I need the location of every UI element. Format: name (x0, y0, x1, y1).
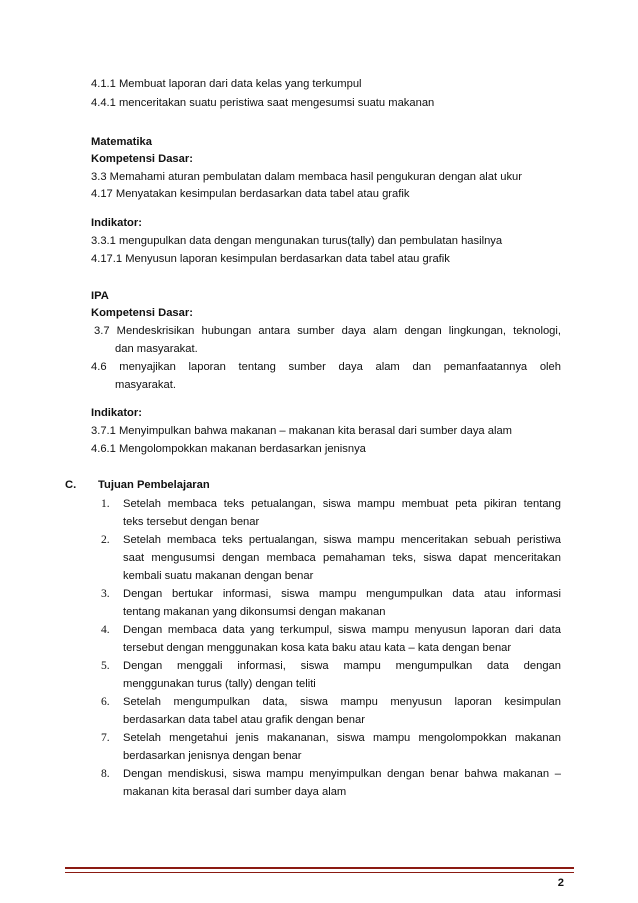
ipa-indikator-heading: Indikator: (91, 407, 142, 419)
indicator-4-1-1: 4.1.1 Membuat laporan dari data kelas yang terkumpul (91, 78, 362, 90)
page-number: 2 (557, 877, 564, 889)
tujuan-item-5-line1: Dengan menggali informasi, siswa mampu mengumpulkan data dengan (123, 660, 561, 672)
tujuan-item-5-number: 5. (101, 659, 110, 672)
tujuan-item-7-number: 7. (101, 731, 110, 744)
tujuan-item-8-line1: Dengan mendiskusi, siswa mampu menyimpulkan dengan benar bahwa makanan – (123, 768, 561, 780)
tujuan-item-4-line1: Dengan membaca data yang terkumpul, siswa mampu menyusun laporan dari data (123, 624, 561, 636)
ipa-heading: IPA (91, 290, 109, 302)
tujuan-item-2-line1: Setelah membaca teks pertualangan, siswa mampu menceritakan sebuah peristiwa (123, 534, 561, 546)
matematika-kd-3-3: 3.3 Memahami aturan pembulatan dalam membaca hasil pengukuran dengan alat ukur (91, 171, 522, 183)
tujuan-item-7-line2: berdasarkan jenisnya dengan benar (123, 750, 302, 762)
footer-rule-thin (65, 872, 574, 873)
tujuan-item-3-line2: tentang makanan yang dikonsumsi dengan makanan (123, 606, 386, 618)
matematika-indikator-heading: Indikator: (91, 217, 142, 229)
tujuan-heading: Tujuan Pembelajaran (98, 479, 210, 491)
tujuan-item-3-number: 3. (101, 587, 110, 600)
ipa-kd-3-7-line1: 3.7 Mendeskrisikan hubungan antara sumber daya alam dengan lingkungan, teknologi, (94, 325, 561, 337)
tujuan-item-7-line1: Setelah mengetahui jenis makananan, siswa mampu mengolompokkan makanan (123, 732, 561, 744)
tujuan-item-2-number: 2. (101, 533, 110, 546)
tujuan-item-2-line3: kembali suatu makanan dengan benar (123, 570, 314, 582)
tujuan-item-6-line1: Setelah mengumpulkan data, siswa mampu menyusun laporan kesimpulan (123, 696, 561, 708)
ipa-indikator-3-7-1: 3.7.1 Menyimpulkan bahwa makanan – makanan kita berasal dari sumber daya alam (91, 425, 513, 437)
tujuan-item-4-line2: tersebut dengan menggunakan kosa kata baku atau kata – kata dengan benar (123, 642, 512, 654)
indicator-4-4-1: 4.4.1 menceritakan suatu peristiwa saat mengesumsi suatu makanan (91, 97, 435, 109)
tujuan-item-1-line1: Setelah membaca teks petualangan, siswa mampu membuat peta pikiran tentang (123, 498, 561, 510)
tujuan-item-2-line2: saat mengusumsi dengan membaca pemahaman teks, siswa dapat menceritakan (123, 552, 561, 564)
matematika-kd-heading: Kompetensi Dasar: (91, 153, 193, 165)
tujuan-item-1-line2: teks tersebut dengan benar (123, 516, 260, 528)
tujuan-item-1-number: 1. (101, 497, 110, 510)
tujuan-item-8-line2: makanan kita berasal dari sumber daya alam (123, 786, 347, 798)
ipa-kd-4-6-line2: masyarakat. (115, 379, 176, 391)
tujuan-item-6-line2: berdasarkan data tabel atau grafik dengan benar (123, 714, 365, 726)
matematika-indikator-3-3-1: 3.3.1 mengupulkan data dengan mengunakan turus(tally) dan pembulatan hasilnya (91, 235, 503, 247)
tujuan-item-6-number: 6. (101, 695, 110, 708)
matematika-indikator-4-17-1: 4.17.1 Menyusun laporan kesimpulan berdasarkan data tabel atau grafik (91, 253, 450, 265)
tujuan-item-4-number: 4. (101, 623, 110, 636)
section-letter: C. (65, 479, 77, 491)
ipa-kd-3-7-line2: dan masyarakat. (115, 343, 198, 355)
footer-rule-thick (65, 867, 574, 869)
ipa-kd-heading: Kompetensi Dasar: (91, 307, 193, 319)
ipa-indikator-4-6-1: 4.6.1 Mengolompokkan makanan berdasarkan jenisnya (91, 443, 366, 455)
ipa-kd-4-6-line1: 4.6 menyajikan laporan tentang sumber daya alam dan pemanfaatannya oleh (91, 361, 561, 373)
matematika-kd-4-17: 4.17 Menyatakan kesimpulan berdasarkan data tabel atau grafik (91, 188, 410, 200)
tujuan-item-5-line2: menggunakan turus (tally) dengan teliti (123, 678, 316, 690)
tujuan-item-8-number: 8. (101, 767, 110, 780)
matematika-heading: Matematika (91, 136, 152, 148)
tujuan-item-3-line1: Dengan bertukar informasi, siswa mampu mengumpulkan data atau informasi (123, 588, 561, 600)
